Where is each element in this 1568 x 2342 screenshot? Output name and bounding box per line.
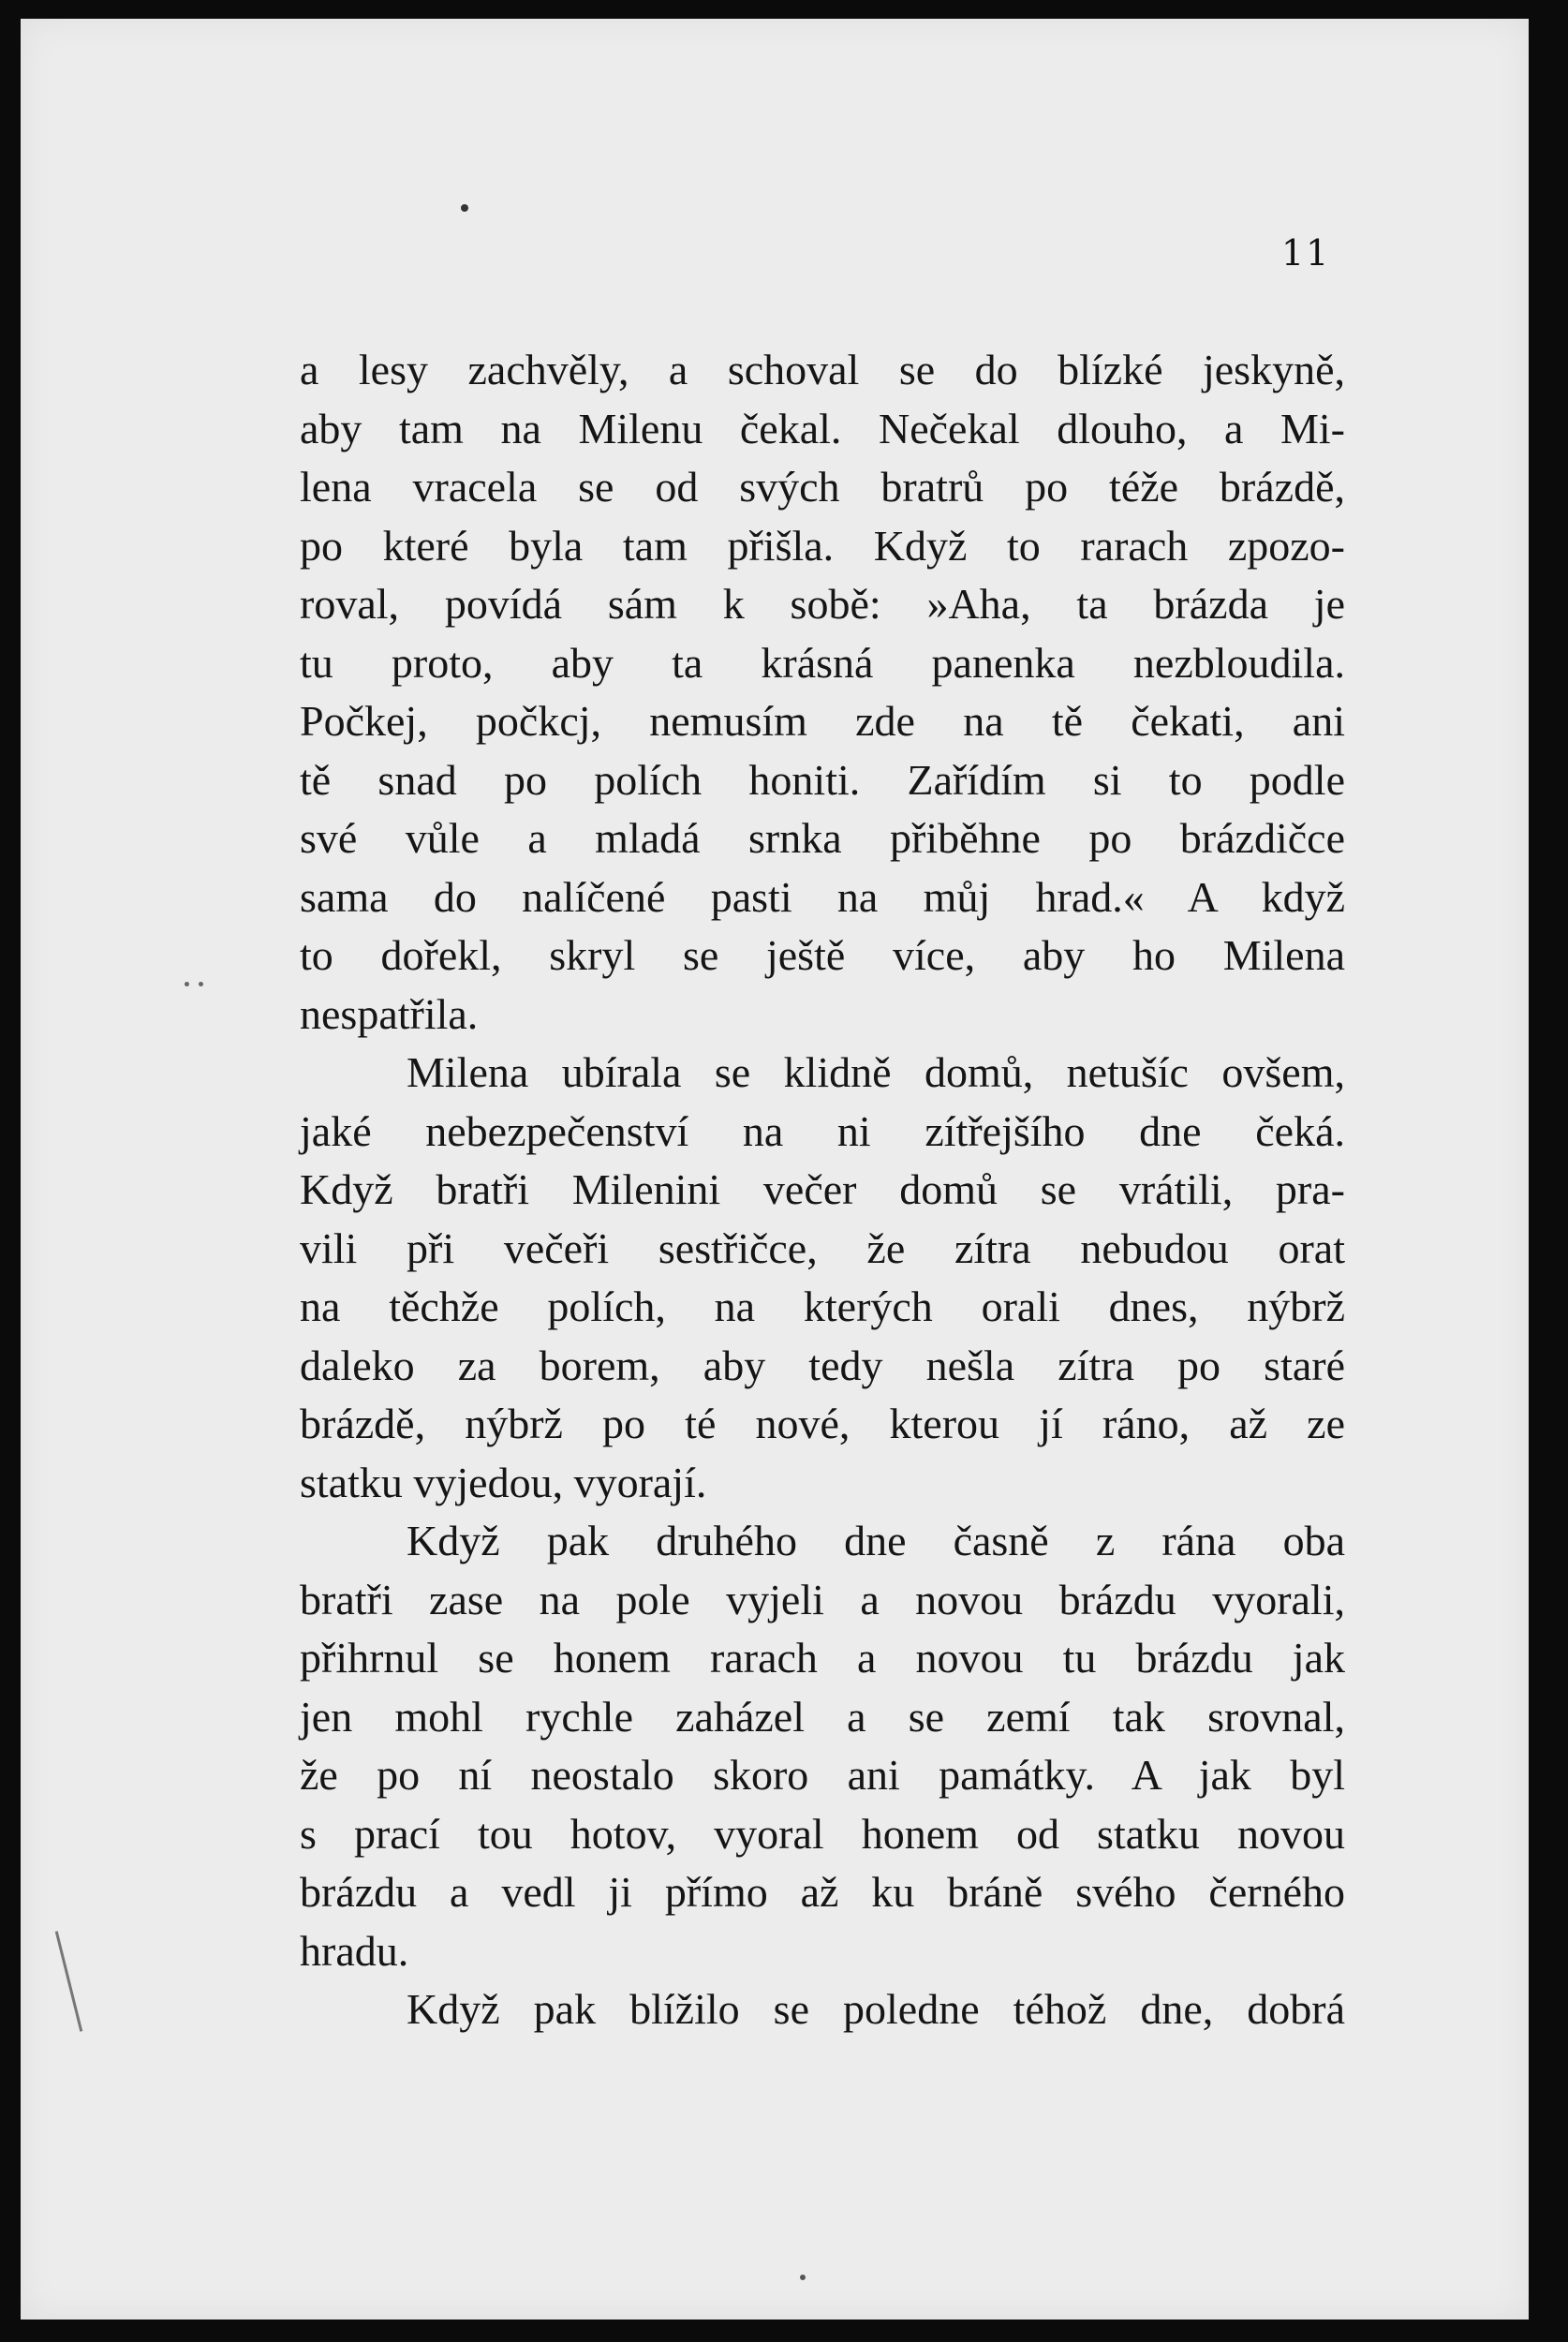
text-line: s prací tou hotov, vyoral honem od statku novou <box>300 1809 1345 1858</box>
text-line: aby tam na Milenu čekal. Nečekal dlouho, a Mi- <box>300 404 1345 452</box>
text-line: že po ní neostalo skoro ani památky. A jak byl <box>300 1751 1345 1799</box>
ink-speck <box>199 982 203 986</box>
body-text <box>300 341 1345 2039</box>
page-number: 11 <box>1281 232 1331 274</box>
text-line: daleko za borem, aby tedy nešla zítra po staré <box>300 1341 1345 1389</box>
text-line: lena vracela se od svých bratrů po téže brázdě, <box>300 463 1345 511</box>
text-line: to dořekl, skryl se ještě více, aby ho Milena <box>300 931 1345 979</box>
text-line: tě snad po polích honiti. Zařídím si to podle <box>300 755 1345 804</box>
text-line: Když bratři Milenini večer domů se vrátili, pra- <box>300 1165 1345 1213</box>
paragraph-4 <box>300 1980 1345 2039</box>
text-line: Počkej, počkcj, nemusím zde na tě čekati, ani <box>300 697 1345 745</box>
text-line: na těchže polích, na kterých orali dnes, nýbrž <box>300 1282 1345 1330</box>
text-line: a lesy zachvěly, a schoval se do blízké jeskyně, <box>300 346 1345 393</box>
text-line: nespatřila. <box>300 989 479 1038</box>
ink-speck <box>800 2275 806 2280</box>
book-page <box>21 19 1529 2320</box>
text-line: Když pak blížilo se poledne téhož dne, dobrá <box>407 1985 1345 2033</box>
text-line: hradu. <box>300 1926 409 1975</box>
paragraph-2 <box>300 1044 1345 1512</box>
text-line: po které byla tam přišla. Když to rarach zpozo- <box>300 521 1345 570</box>
text-line: statku vyjedou, vyorají. <box>300 1458 707 1506</box>
text-line: přihrnul se honem rarach a novou tu brázdu jak <box>300 1634 1345 1682</box>
text-line: roval, povídá sám k sobě: »Aha, ta brázda je <box>300 580 1345 628</box>
ink-speck <box>461 204 468 212</box>
text-line: jen mohl rychle zaházel a se zemí tak srovnal, <box>300 1692 1345 1741</box>
text-line: brázdě, nýbrž po té nové, kterou jí ráno, až ze <box>300 1400 1345 1447</box>
text-line: jaké nebezpečenství na ni zítřejšího dne čeká. <box>300 1106 1345 1155</box>
text-line: tu proto, aby ta krásná panenka nezbloudila. <box>300 638 1345 687</box>
text-line: Milena ubírala se klidně domů, netušíc ovšem, <box>407 1048 1345 1096</box>
page-crease-mark <box>55 1931 83 2031</box>
text-line: vili při večeři sestřičce, že zítra nebudou orat <box>300 1223 1345 1272</box>
text-line: své vůle a mladá srnka přiběhne po brázdičce <box>300 814 1345 862</box>
text-line: Když pak druhého dne časně z rána oba <box>407 1517 1345 1564</box>
paragraph-1 <box>300 341 1345 1044</box>
ink-speck <box>185 982 189 986</box>
paragraph-3 <box>300 1512 1345 1980</box>
text-line: bratři zase na pole vyjeli a novou brázdu vyorali, <box>300 1575 1345 1623</box>
text-line: sama do nalíčené pasti na můj hrad.« A když <box>300 872 1345 921</box>
text-line: brázdu a vedl ji přímo až ku bráně svého černého <box>300 1868 1345 1916</box>
